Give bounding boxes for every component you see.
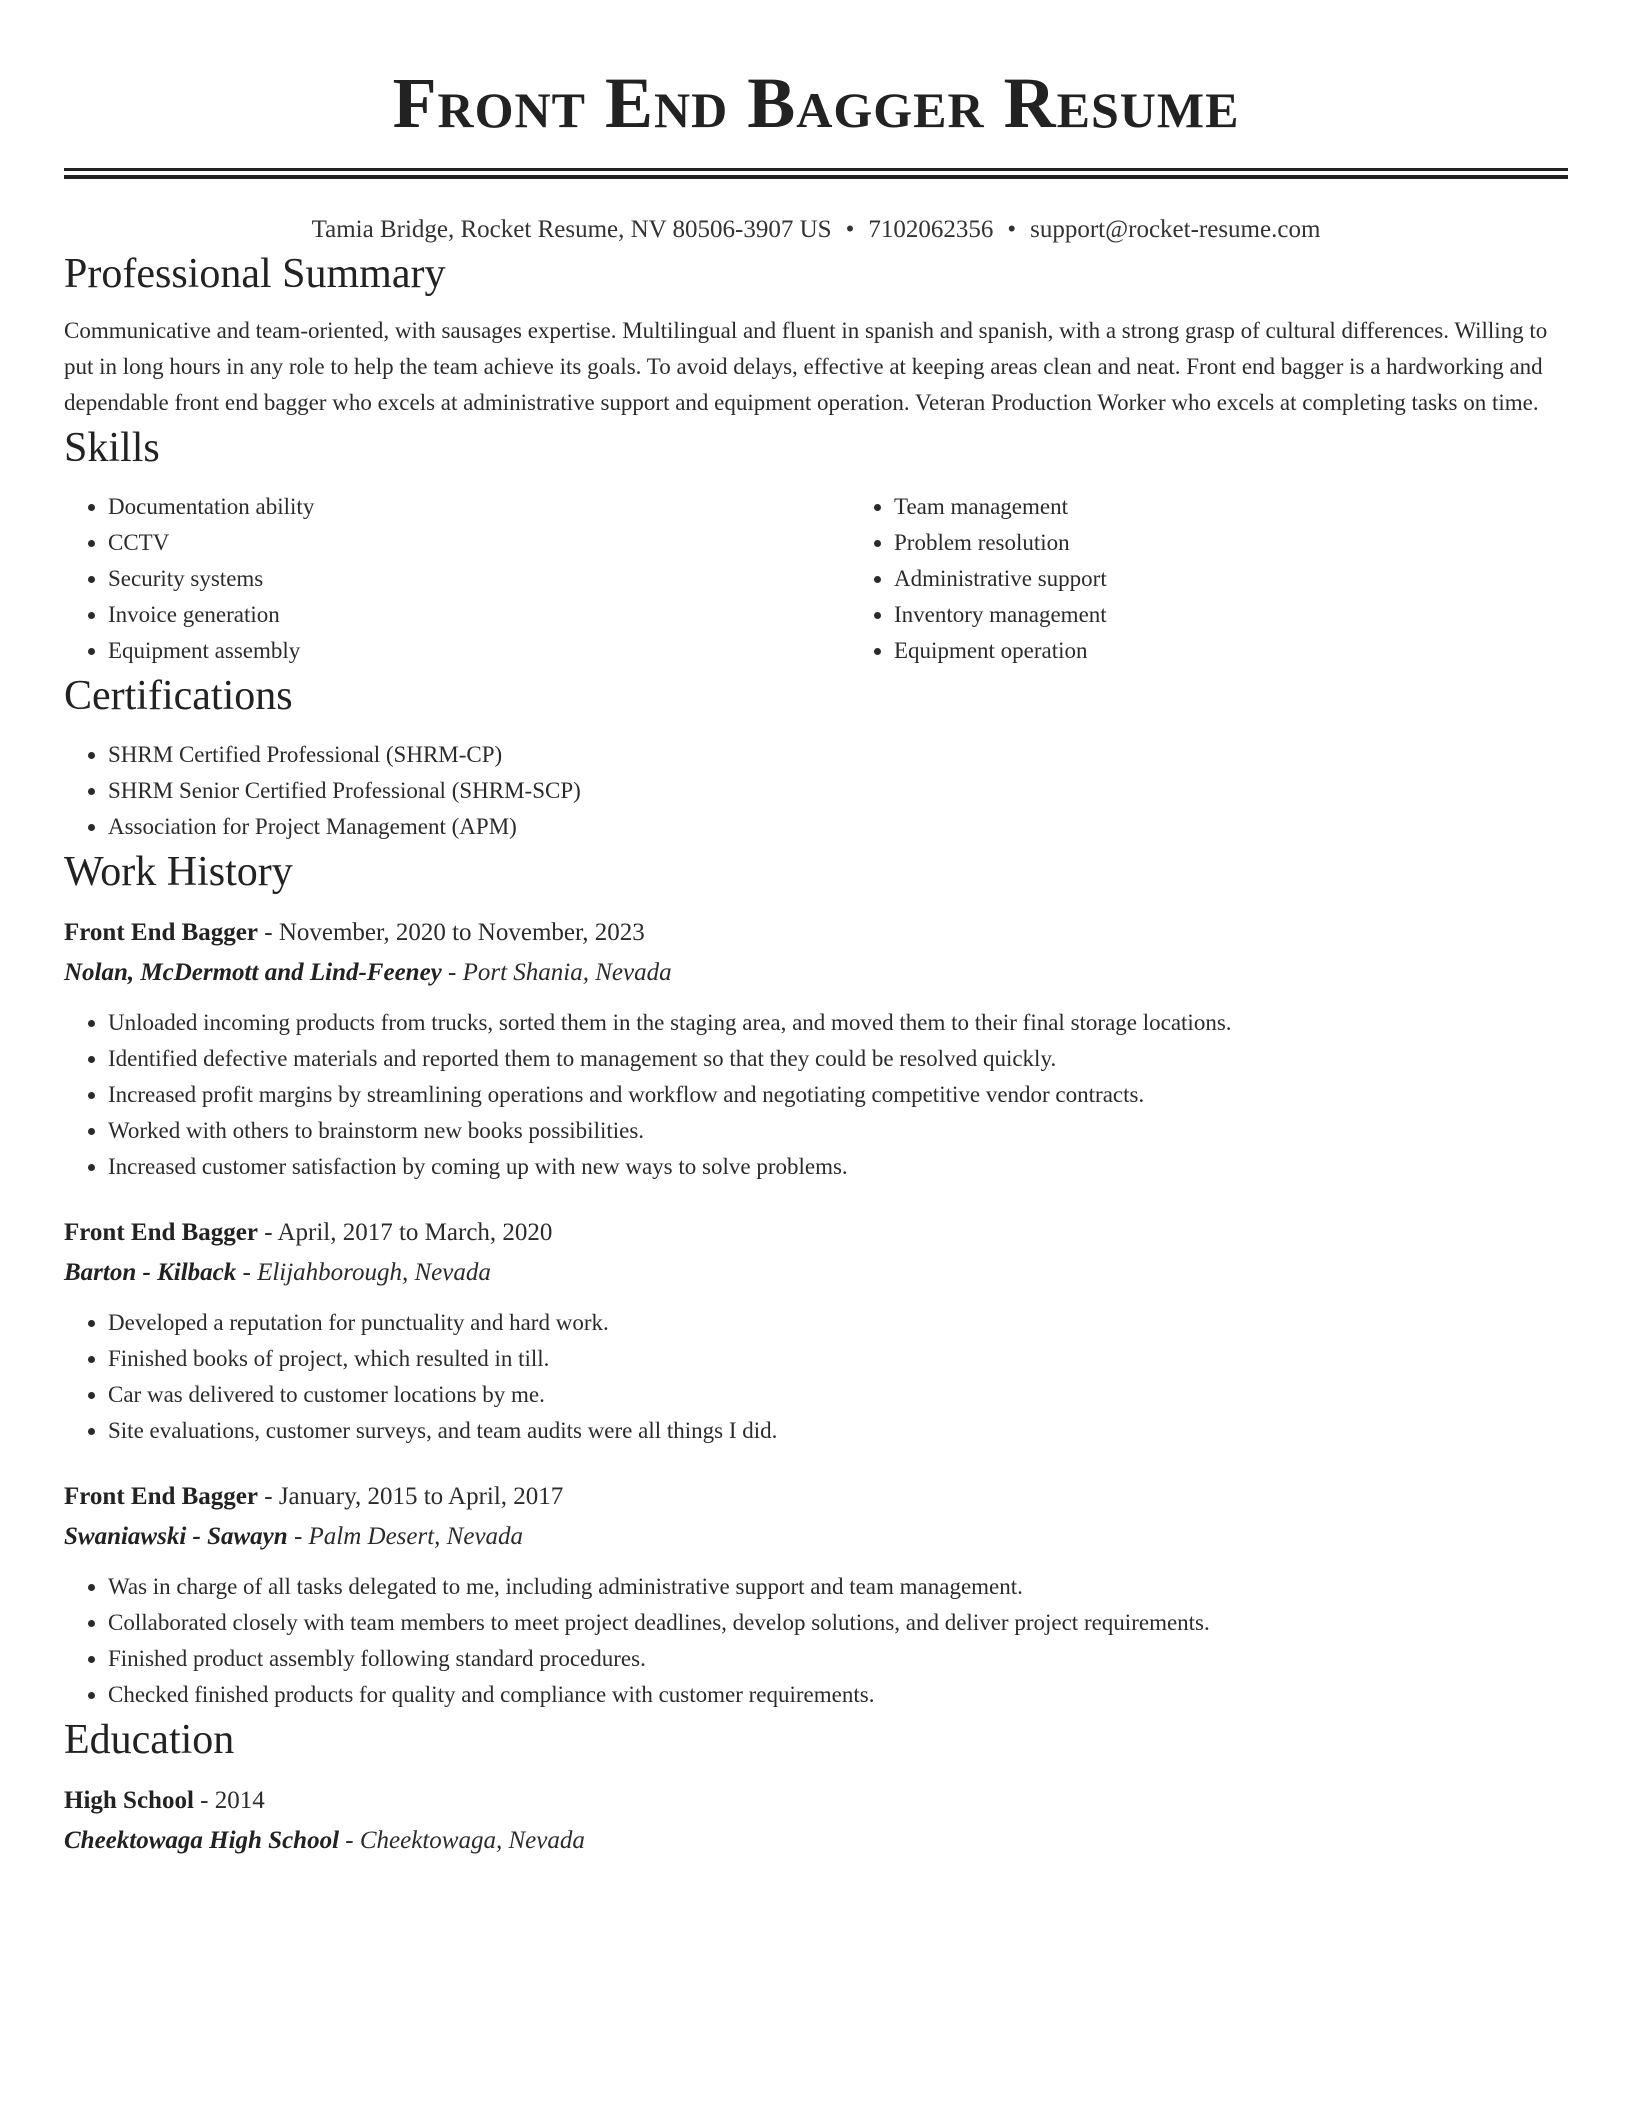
list-item: • Unloaded incoming products from trucks, sorted them in the staging area, and moved them to their final storage locations. (108, 1005, 1568, 1041)
list-item: • Association for Project Management (APM) (108, 809, 1568, 845)
job-title: Front End Bagger (64, 1483, 258, 1510)
contact-separator: • (1007, 216, 1017, 243)
job-location: - Elijahborough, Nevada (236, 1259, 491, 1286)
list-item: • SHRM Certified Professional (SHRM-CP) (108, 737, 1568, 773)
job-title-line (64, 1477, 1568, 1517)
skills-list-left (64, 489, 850, 669)
list-item: • Was in charge of all tasks delegated to me, including administrative support and team management. (108, 1569, 1568, 1605)
job-entry (64, 1213, 1568, 1449)
list-item: • Inventory management (894, 597, 1632, 633)
job-title: Front End Bagger (64, 1219, 258, 1246)
resume-title: Front End Bagger Resume (392, 63, 1240, 143)
job-company: Nolan, McDermott and Lind-Feeney (64, 959, 442, 986)
list-item: • Invoice generation (108, 597, 850, 633)
education-heading: Education (64, 1717, 235, 1763)
list-item: • Documentation ability (108, 489, 850, 525)
job-dates: - November, 2020 to November, 2023 (258, 919, 645, 946)
education-degree: High School (64, 1787, 194, 1814)
job-company-line (64, 1253, 1568, 1293)
job-bullets (64, 1305, 1568, 1449)
job-title: Front End Bagger (64, 919, 258, 946)
list-item: • SHRM Senior Certified Professional (SHRM-SCP) (108, 773, 1568, 809)
contact-line (64, 213, 1568, 247)
list-item: • Site evaluations, customer surveys, and team audits were all things I did. (108, 1413, 1568, 1449)
list-item: • Identified defective materials and reported them to management so that they could be resolved quickly. (108, 1041, 1568, 1077)
job-bullets (64, 1005, 1568, 1185)
certifications-list (64, 737, 1568, 845)
list-item: • Finished product assembly following standard procedures. (108, 1641, 1568, 1677)
list-item: • Security systems (108, 561, 850, 597)
contact-address: Tamia Bridge, Rocket Resume, NV 80506-3907 US (311, 216, 832, 243)
list-item: • CCTV (108, 525, 850, 561)
contact-separator: • (845, 216, 855, 243)
job-entry (64, 1477, 1568, 1713)
education-degree-line (64, 1781, 1568, 1821)
job-location: - Port Shania, Nevada (441, 959, 672, 986)
list-item: • Car was delivered to customer locations by me. (108, 1377, 1568, 1413)
list-item: • Administrative support (894, 561, 1632, 597)
education-entry (64, 1781, 1568, 1861)
contact-phone: 7102062356 (868, 216, 994, 243)
education-year: - 2014 (193, 1787, 265, 1814)
job-dates: - April, 2017 to March, 2020 (258, 1219, 553, 1246)
work-history-heading: Work History (64, 849, 293, 895)
job-company: Barton - Kilback (64, 1259, 237, 1286)
job-location: - Palm Desert, Nevada (287, 1523, 524, 1550)
certifications-heading: Certifications (64, 673, 293, 719)
summary-text: Communicative and team-oriented, with sausages expertise. Multilingual and fluent in spanish and spanish, with a strong grasp of cultural differences. Willing to put in long hours in any role to help the team achieve its goals. To avoid delays, effective at keeping areas clean and neat. Front end bagger is a hardworking and dependable front end bagger who excels at administrative support and equipment operation. Veteran Production Worker who excels at completing tasks on time. (64, 318, 1548, 415)
list-item: • Equipment assembly (108, 633, 850, 669)
list-item: • Equipment operation (894, 633, 1632, 669)
skills-columns (64, 489, 1568, 669)
job-dates: - January, 2015 to April, 2017 (258, 1483, 564, 1510)
list-item: • Increased customer satisfaction by coming up with new ways to solve problems. (108, 1149, 1568, 1185)
job-company: Swaniawski - Sawayn (64, 1523, 288, 1550)
title-divider (64, 168, 1568, 179)
list-item: • Team management (894, 489, 1632, 525)
list-item: • Collaborated closely with team members to meet project deadlines, develop solutions, and deliver project requirements. (108, 1605, 1568, 1641)
list-item: • Worked with others to brainstorm new books possibilities. (108, 1113, 1568, 1149)
job-company-line (64, 953, 1568, 993)
job-company-line (64, 1517, 1568, 1557)
list-item: • Developed a reputation for punctuality and hard work. (108, 1305, 1568, 1341)
list-item: • Increased profit margins by streamlining operations and workflow and negotiating competitive vendor contracts. (108, 1077, 1568, 1113)
contact-email: support@rocket-resume.com (1030, 216, 1321, 243)
job-title-line (64, 913, 1568, 953)
job-entry (64, 913, 1568, 1185)
skills-heading: Skills (64, 425, 160, 471)
skills-list-right (850, 489, 1632, 669)
education-school-line (64, 1821, 1568, 1861)
summary-heading: Professional Summary (64, 251, 446, 297)
job-bullets (64, 1569, 1568, 1713)
list-item: • Finished books of project, which resulted in till. (108, 1341, 1568, 1377)
education-location: - Cheektowaga, Nevada (339, 1827, 585, 1854)
list-item: • Checked finished products for quality and compliance with customer requirements. (108, 1677, 1568, 1713)
list-item: • Problem resolution (894, 525, 1632, 561)
job-title-line (64, 1213, 1568, 1253)
education-school: Cheektowaga High School (64, 1827, 340, 1854)
